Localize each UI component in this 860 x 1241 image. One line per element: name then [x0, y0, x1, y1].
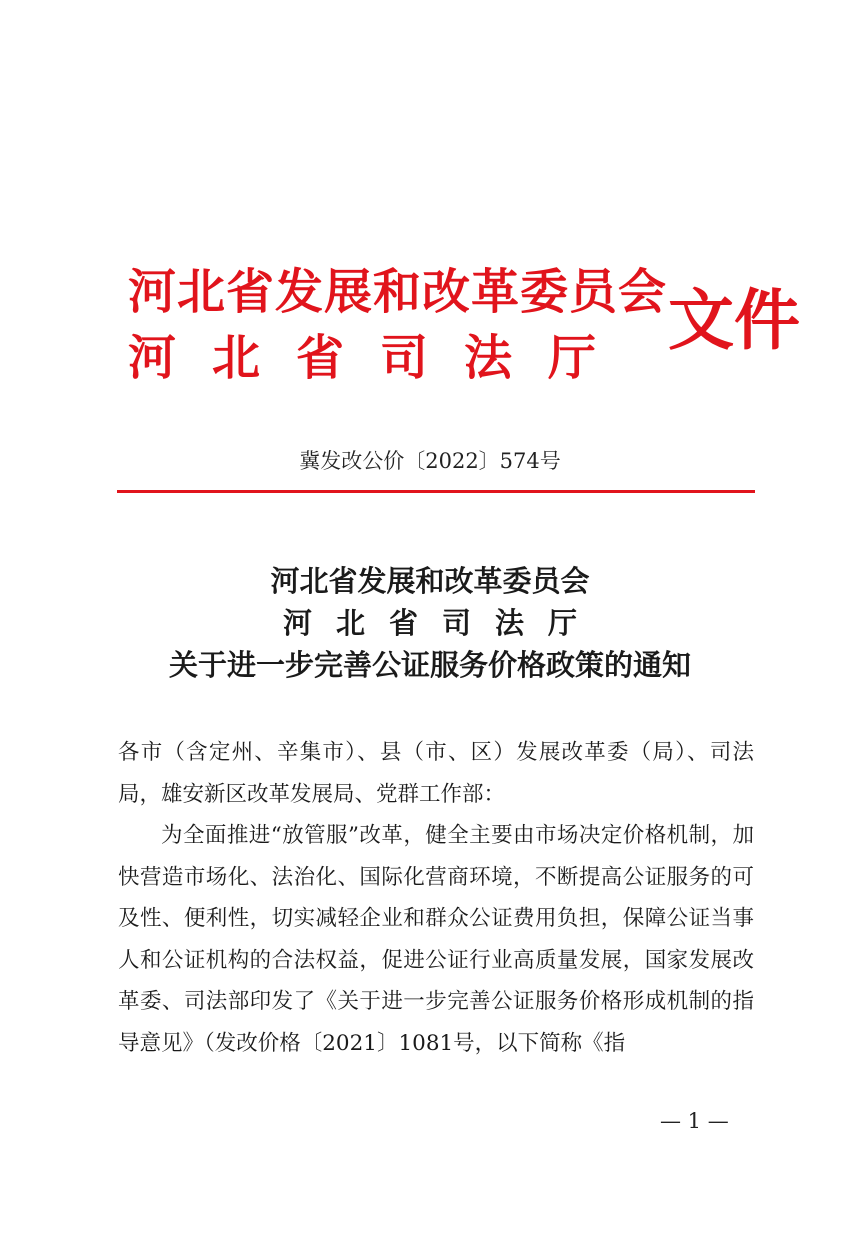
body-paragraph-1: 为全面推进“放管服”改革，健全主要由市场决定价格机制，加快营造市场化、法治化、国际化营商环境，不断提高公证服务的可及性、便利性，切实减轻企业和群众公证费用负担，保障公证当事人和公证机构的合法权益，促进公证行业高质量发展，国家发展改革委、司法部印发了《关于进一步完善公证服务价格形成机制的指导意见》（发改价格〔2021〕1081号，以下简称《指 [118, 823, 754, 1056]
title-line3: 关于进一步完善公证服务价格政策的通知 [168, 648, 691, 682]
document-body [118, 732, 754, 1064]
document-title [0, 560, 860, 686]
masthead-org-line1: 河北省发展和改革委员会 [128, 264, 668, 320]
page-number: — 1 — [660, 1109, 729, 1133]
addressee-paragraph: 各市（含定州、辛集市）、县（市、区）发展改革委（局）、司法局，雄安新区改革发展局、党群工作部： [118, 740, 754, 807]
masthead-document-suffix: 文件 [668, 282, 800, 359]
title-line2: 河北省司法厅 [282, 606, 601, 640]
red-masthead [128, 262, 800, 402]
title-line1: 河北省发展和改革委员会 [270, 564, 590, 598]
red-divider-line [117, 490, 755, 493]
document-number: 冀发改公价〔2022〕574号 [299, 449, 561, 473]
masthead-org-line2: 河北省司法厅 [128, 330, 633, 386]
